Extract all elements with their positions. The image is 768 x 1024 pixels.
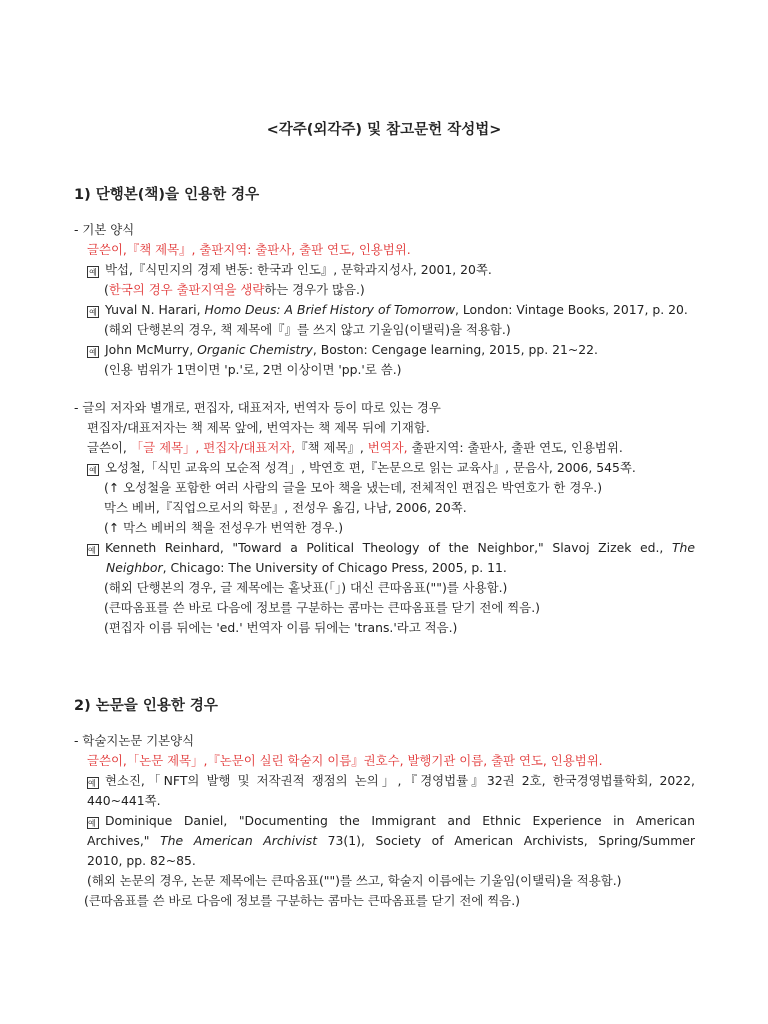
journal-note-2: (큰따옴표를 쓴 바로 다음에 정보를 구분하는 콤마는 큰따옴표를 닫기 전에 찍음.) (84, 893, 521, 908)
note-rest: 하는 경우가 많음.) (264, 282, 365, 297)
journal-ex2-title: The American Archivist (160, 833, 318, 848)
editor-note-1: (해외 단행본의 경우, 글 제목에는 홑낫표(「」) 대신 큰따옴표("")를 사용함.) (104, 580, 508, 595)
ex3-line1-title: The (671, 540, 695, 555)
journal-note-1: (해외 논문의 경우, 논문 제목에는 큰따옴표("")를 쓰고, 학술지 이름에는 기울임(이탤릭)을 적용함.) (87, 873, 622, 888)
editor-example-2-note: (↑ 막스 베버의 책을 전성우가 번역한 경우.) (104, 520, 344, 535)
section-1-heading: 1) 단행본(책)을 인용한 경우 (74, 187, 260, 203)
editor-note-3: (편집자 이름 뒤에는 'ed.' 번역자 이름 뒤에는 'trans.'라고 적음.) (104, 620, 458, 635)
example-mark-icon: 예 (87, 777, 99, 789)
book-example-1-text: 박섭,『식민지의 경제 변동: 한국과 인도』, 문학과지성사, 2001, 20쪽. (105, 262, 492, 277)
journal-ex2-part-b: 73(1), Society of American Archivists, Spring/Summer (317, 833, 695, 848)
example-mark-icon: 예 (87, 306, 99, 318)
journal-example-2-line-3: 2010, pp. 82~85. (87, 853, 196, 868)
journal-example-2-line-2 (87, 831, 695, 850)
book-example-1 (87, 260, 492, 279)
page-title: <각주(외각주) 및 참고문헌 작성법> (266, 122, 502, 138)
journal-ex1-line1-text: 현소진,「NFT의 발행 및 저작권적 쟁점의 논의」,『경영법률』32권 2호, 한국경영법률학회, 2022, (105, 773, 695, 788)
format-part-a: 글쓴이, (87, 440, 131, 455)
book-example-1-note: (한국의 경우 출판지역을 생략하는 경우가 많음.) (104, 282, 365, 297)
book-example-2-note: (해외 단행본의 경우, 책 제목에『』를 쓰지 않고 기울임(이탤릭)을 적용함.) (104, 322, 511, 337)
journal-example-1-line-1 (87, 771, 695, 790)
format-red-1: 「글 제목」, 편집자/대표저자, (130, 440, 296, 455)
ex3-line2-rest: , Chicago: The University of Chicago Press, 2005, p. 11. (162, 560, 507, 575)
journal-format-bullet: - 학술지논문 기본양식 (74, 733, 195, 748)
editor-example-1-note: (↑ 오성철을 포함한 여러 사람의 글을 모아 책을 냈는데, 전체적인 편집은 박연호가 한 경우.) (104, 480, 603, 495)
editor-example-3-line-1 (87, 538, 695, 557)
note-highlight: 한국의 경우 출판지역을 생략 (108, 282, 265, 297)
book-example-3 (87, 340, 598, 359)
ex3-line2-title: Neighbor (106, 560, 163, 575)
format-part-c: 출판지역: 출판사, 출판 연도, 인용범위. (407, 440, 623, 455)
ex2-title: Homo Deus: A Brief History of Tomorrow (204, 302, 455, 317)
editor-example-1 (87, 458, 636, 477)
journal-example-2-line-1 (87, 811, 695, 830)
editor-case-bullet: - 글의 저자와 별개로, 편집자, 대표저자, 번역자 등이 따로 있는 경우 (74, 400, 441, 415)
example-mark-icon: 예 (87, 346, 99, 358)
ex3-author: John McMurry, (105, 342, 198, 357)
journal-ex2-part-a: Archives," (87, 833, 161, 848)
journal-ex2-line1-text: Dominique Daniel, "Documenting the Immigrant and Ethnic Experience in American (105, 813, 695, 828)
format-part-b: 『책 제목』, (295, 440, 368, 455)
basic-format-template: 글쓴이,『책 제목』, 출판지역: 출판사, 출판 연도, 인용범위. (87, 242, 411, 257)
ex2-rest: , London: Vintage Books, 2017, p. 20. (455, 302, 688, 317)
example-mark-icon: 예 (87, 464, 99, 476)
example-mark-icon: 예 (87, 817, 99, 829)
book-example-3-note: (인용 범위가 1면이면 'p.'로, 2면 이상이면 'pp.'로 씀.) (104, 362, 402, 377)
editor-note-2: (큰따옴표를 쓴 바로 다음에 정보를 구분하는 콤마는 큰따옴표를 닫기 전에 찍음.) (104, 600, 541, 615)
book-example-2 (87, 300, 688, 319)
editor-example-3-line-2 (106, 558, 507, 577)
format-red-2: 번역자, (367, 440, 408, 455)
ex3-title: Organic Chemistry (197, 342, 313, 357)
ex2-author: Yuval N. Harari, (105, 302, 205, 317)
editor-case-format (87, 438, 623, 457)
example-mark-icon: 예 (87, 544, 99, 556)
editor-example-1-text: 오성철,「식민 교육의 모순적 성격」, 박연호 편,『논문으로 읽는 교육사』, 문음사, 2006, 545쪽. (105, 460, 636, 475)
section-2-heading: 2) 논문을 인용한 경우 (74, 698, 218, 714)
editor-case-desc: 편집자/대표저자는 책 제목 앞에, 번역자는 책 제목 뒤에 기재함. (87, 420, 430, 435)
example-mark-icon: 예 (87, 266, 99, 278)
ex3-line1-text: Kenneth Reinhard, "Toward a Political Theology of the Neighbor," Slavoj Zizek ed., (105, 540, 672, 555)
journal-format-template: 글쓴이,「논문 제목」,『논문이 실린 학술지 이름』권호수, 발행기관 이름, 출판 연도, 인용범위. (87, 753, 603, 768)
basic-format-bullet: - 기본 양식 (74, 222, 135, 237)
ex3-rest: , Boston: Cengage learning, 2015, pp. 21~22. (312, 342, 598, 357)
journal-example-1-line-2: 440~441쪽. (87, 793, 161, 808)
editor-example-2: 막스 베버,『직업으로서의 학문』, 전성우 옮김, 나남, 2006, 20쪽. (104, 500, 467, 515)
